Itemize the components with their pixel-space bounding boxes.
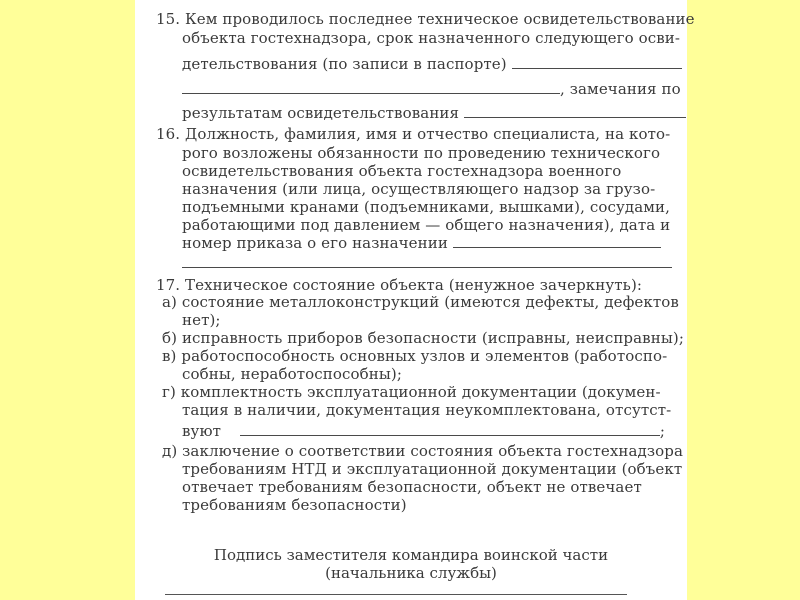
document-page (135, 0, 695, 600)
item17-g-line3-text: вуют (182, 422, 222, 440)
item16-line6: работающими под давлением — общего назначения), дата и (182, 216, 671, 234)
item16-line4: назначения (или лица, осуществляющего надзор за грузо- (182, 180, 656, 198)
item17-v-line2: собны, неработоспособны); (182, 365, 402, 383)
inspection-record-blank[interactable] (512, 55, 682, 69)
item17-a-line2: нет); (182, 311, 221, 329)
item17-g-line2: тация в наличии, документация неукомплектована, отсутст- (182, 401, 672, 419)
item17-g-line3-end: ; (659, 422, 666, 440)
specialist-order-blank[interactable] (453, 234, 661, 248)
item17-d-line2: требованиям НТД и эксплуатационной документации (объект (182, 460, 683, 478)
item16-line5: подъемными кранами (подъемниками, вышками), сосудами, (182, 198, 671, 216)
item17-g-line1: г) комплектность эксплуатационной документации (докумен- (162, 383, 661, 401)
specialist-extra-blank[interactable] (182, 254, 672, 268)
item15-line1: 15. Кем проводилось последнее техническое освидетельствование (156, 10, 695, 28)
item16-line7 (135, 234, 687, 252)
item15-line5 (135, 104, 687, 122)
item15-line4 (135, 80, 687, 98)
item17-d-line1: д) заключение о соответствии состояния объекта гостехнадзора (162, 442, 684, 460)
documentation-blank[interactable] (240, 422, 660, 436)
item16-line2: рого возложены обязанности по проведению технического (182, 144, 661, 162)
item17-g-line3 (135, 422, 687, 440)
item16-line3: освидетельствования объекта гостехнадзора военного (182, 162, 622, 180)
item17-title: 17. Техническое состояние объекта (ненужное зачеркнуть): (156, 276, 643, 294)
inspection-date-blank[interactable] (182, 80, 560, 94)
item15-line3 (135, 55, 687, 73)
item17-a-line1: а) состояние металлоконструкций (имеются дефекты, дефектов (162, 293, 679, 311)
signature-line1: Подпись заместителя командира воинской части (213, 546, 609, 564)
item15-line4-end: , замечания по (560, 80, 681, 98)
bottom-divider (165, 594, 627, 595)
item15-line5-text: результатам освидетельствования (182, 104, 460, 122)
item15-line3-text: детельствования (по записи в паспорте) (182, 55, 507, 73)
item16-line1: 16. Должность, фамилия, имя и отчество специалиста, на кото- (156, 125, 671, 143)
item16-line7-text: номер приказа о его назначении (182, 234, 448, 252)
inspection-remarks-blank[interactable] (464, 104, 686, 118)
signature-line2: (начальника службы) (325, 564, 497, 582)
item17-v-line1: в) работоспособность основных узлов и элементов (работоспо- (162, 347, 668, 365)
item16-line8 (135, 254, 687, 272)
item15-line2: объекта гостехнадзора, срок назначенного следующего осви- (182, 29, 681, 47)
item17-d-line3: отвечает требованиям безопасности, объект не отвечает (182, 478, 642, 496)
item17-d-line4: требованиям безопасности) (182, 496, 407, 514)
item17-b: б) исправность приборов безопасности (исправны, неисправны); (162, 329, 684, 347)
